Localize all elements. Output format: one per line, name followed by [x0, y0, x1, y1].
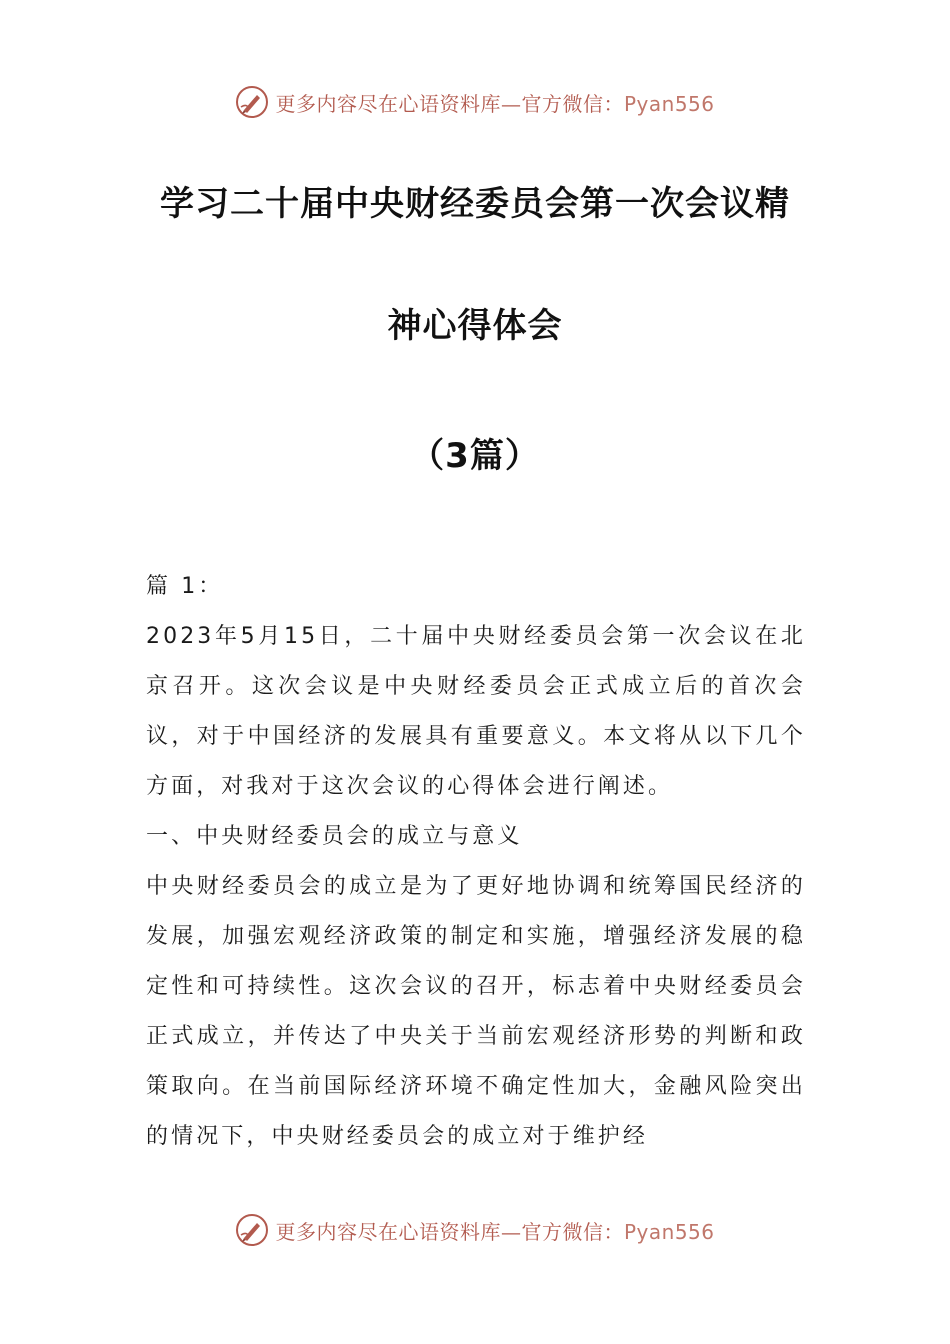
- watermark-banner-top: [0, 82, 950, 122]
- paragraph-intro: 2023年5月15日，二十届中央财经委员会第一次会议在北京召开。这次会议是中央财经委员会正式成立后的首次会议，对于中国经济的发展具有重要意义。本文将从以下几个方面，对我对于这次会议的心得体会进行阐述。: [146, 624, 806, 799]
- watermark-text: 更多内容尽在心语资料库—官方微信：Pyan556: [275, 91, 715, 116]
- section-label: 篇 1：: [146, 574, 224, 599]
- wechat-id: Pyan556: [623, 91, 715, 116]
- document-title-line-2: 神心得体会: [387, 306, 563, 346]
- watermark-text: 更多内容尽在心语资料库—官方微信：Pyan556: [275, 1219, 715, 1244]
- document-title-line-1: 学习二十届中央财经委员会第一次会议精: [160, 184, 790, 224]
- pen-logo-icon: [235, 85, 269, 119]
- pen-logo-icon: [235, 1213, 269, 1247]
- document-subtitle-count: （3篇）: [410, 436, 540, 476]
- paragraph-body: 中央财经委员会的成立是为了更好地协调和统筹国民经济的发展，加强宏观经济政策的制定和实施，增强经济发展的稳定性和可持续性。这次会议的召开，标志着中央财经委员会正式成立，并传达了中央关于当前宏观经济形势的判断和政策取向。在当前国际经济环境不确定性加大，金融风险突出的情况下，中央财经委员会的成立对于维护经: [146, 874, 806, 1149]
- watermark-banner-bottom: [0, 1210, 950, 1250]
- document-body: [146, 562, 806, 1162]
- wechat-id: Pyan556: [623, 1219, 715, 1244]
- section-heading: 一、中央财经委员会的成立与意义: [146, 824, 523, 849]
